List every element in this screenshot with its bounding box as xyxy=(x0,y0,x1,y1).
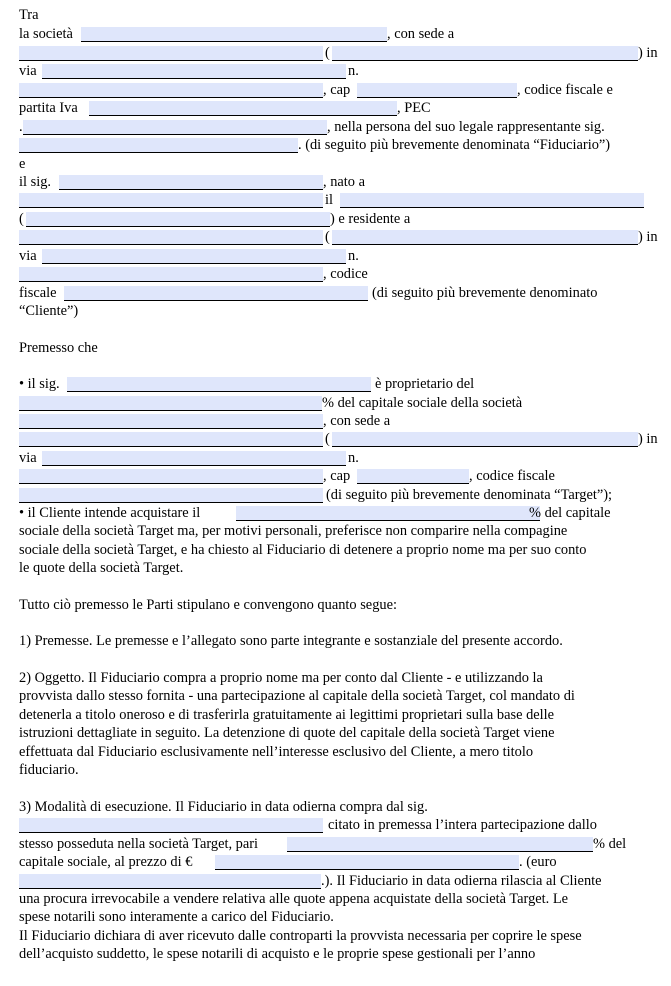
percent-capital-label: % del capitale xyxy=(529,505,611,521)
client-residence-city-field[interactable] xyxy=(19,230,323,245)
cap-label: , cap xyxy=(323,82,351,98)
paren-open: ( xyxy=(325,229,330,245)
article-3-line-9: dell’acquisto suddetto, le spese notarili di acquisto e le proprie spese gestionali per l’anno xyxy=(19,946,536,962)
client-street-field[interactable] xyxy=(42,249,346,264)
article-3-line-7: spese notarili sono interamente a carico del Fiduciario. xyxy=(19,909,334,925)
owner-of-label: è proprietario del xyxy=(375,376,475,392)
recital-text-2: sociale della società Target, e ha chiesto al Fiduciario di detenere a proprio nome ma per suo conto xyxy=(19,542,587,558)
company-cap-field[interactable] xyxy=(357,83,517,98)
tax-code-label: , codice fiscale e xyxy=(517,82,613,98)
legal-rep-label: , nella persona del suo legale rappresentante sig. xyxy=(327,119,605,135)
born-label: , nato a xyxy=(323,174,365,190)
target-number-field[interactable] xyxy=(19,469,323,484)
target-seat-city-field[interactable] xyxy=(19,432,323,447)
owner-percent-field[interactable] xyxy=(19,396,322,411)
client-birth-province-field[interactable] xyxy=(26,212,330,227)
price-words-field[interactable] xyxy=(19,874,321,889)
company-seat-province-field[interactable] xyxy=(332,46,638,61)
article-2-line-2: provvista dallo stesso fornita - una partecipazione al capitale della società Target, col mandato di xyxy=(19,688,575,704)
article-2-line-6: fiduciario. xyxy=(19,762,79,778)
agreement-intro: Tutto ciò premesso le Parti stipulano e convengono quanto segue: xyxy=(19,597,397,613)
client-intent-label: • il Cliente intende acquistare il xyxy=(19,505,201,521)
client-name-field[interactable] xyxy=(59,175,323,190)
code-label: , codice xyxy=(323,266,368,282)
target-definition: (di seguito più brevemente denominata “Target”); xyxy=(326,487,613,503)
article-2-line-4: istruzioni dettagliate in seguito. La detenzione di quote del capitale della società Target viene xyxy=(19,725,555,741)
client-birthdate-field[interactable] xyxy=(340,193,644,208)
seller-name-field[interactable] xyxy=(19,818,323,833)
target-taxcode-field[interactable] xyxy=(19,488,323,503)
date-label: il xyxy=(325,192,333,208)
article-3-line-6: una procura irrevocabile a vendere relativa alle quote appena acquistate della società Target. Le xyxy=(19,891,569,907)
euro-label: . (euro xyxy=(519,854,557,870)
legal-representative-field[interactable] xyxy=(19,138,298,153)
company-seat-city-field[interactable] xyxy=(19,46,323,61)
recital-text-3: le quote della società Target. xyxy=(19,560,184,576)
vat-label: partita Iva xyxy=(19,100,78,116)
client-quote-label: “Cliente”) xyxy=(19,303,79,319)
cited-label: citato in premessa l’intera partecipazione dallo xyxy=(328,817,597,833)
via-label: via xyxy=(19,63,37,79)
sig-label: il sig. xyxy=(19,174,51,190)
article-3-line-1: 3) Modalità di esecuzione. Il Fiduciario in data odierna compra dal sig. xyxy=(19,799,428,815)
share-percent-field[interactable] xyxy=(287,837,593,852)
price-label: capitale sociale, al prezzo di € xyxy=(19,854,193,870)
cap-label: , cap xyxy=(323,468,351,484)
pec-label: , PEC xyxy=(397,100,431,116)
article-2-line-1: 2) Oggetto. Il Fiduciario compra a proprio nome ma per conto dal Cliente - e utilizzando la xyxy=(19,670,543,686)
percent-of-label: % del xyxy=(593,836,627,852)
article-1: 1) Premesse. Le premesse e l’allegato sono parte integrante e sostanziale del presente accordo. xyxy=(19,633,563,649)
via-label: via xyxy=(19,450,37,466)
share-label: stesso posseduta nella società Target, pari xyxy=(19,836,259,852)
target-name-field[interactable] xyxy=(19,414,323,429)
target-street-field[interactable] xyxy=(42,451,346,466)
price-amount-field[interactable] xyxy=(215,855,519,870)
target-cap-field[interactable] xyxy=(357,469,469,484)
client-percent-field[interactable] xyxy=(236,506,540,521)
target-seat-province-field[interactable] xyxy=(332,432,638,447)
paren-close-in: ) in xyxy=(638,45,658,61)
tax-code-label: , codice fiscale xyxy=(469,468,555,484)
dot-label: . xyxy=(19,119,23,135)
article-2-line-3: detenerla a titolo oneroso e di trasferirla gratuitamente ai legittimi proprietari sulla base delle xyxy=(19,707,555,723)
company-pec-field[interactable] xyxy=(23,120,327,135)
paren-close-in: ) in xyxy=(638,431,658,447)
company-label: la società xyxy=(19,26,73,42)
fiduciary-definition: . (di seguito più brevemente denominata “Fiduciario”) xyxy=(298,137,611,153)
proxy-label: .). Il Fiduciario in data odierna rilascia al Cliente xyxy=(321,873,602,889)
article-2-line-5: effettuata dal Fiduciario esclusivamente nell’interesse esclusivo del Cliente, a mero titolo xyxy=(19,744,534,760)
client-definition: (di seguito più brevemente denominato xyxy=(372,285,598,301)
seat-label: , con sede a xyxy=(323,413,391,429)
paren-open: ( xyxy=(325,45,330,61)
client-residence-province-field[interactable] xyxy=(332,230,638,245)
company-vat-field[interactable] xyxy=(89,101,397,116)
via-label: via xyxy=(19,248,37,264)
owner-label: • il sig. xyxy=(19,376,60,392)
seat-label: , con sede a xyxy=(387,26,455,42)
client-taxcode-field[interactable] xyxy=(64,286,368,301)
company-street-field[interactable] xyxy=(42,64,346,79)
premesso-label: Premesso che xyxy=(19,340,98,356)
resident-label: ) e residente a xyxy=(330,211,411,227)
article-3-line-8: Il Fiduciario dichiara di aver ricevuto dalle controparti la provvista necessaria per coprire le spese xyxy=(19,928,582,944)
fiscale-label: fiscale xyxy=(19,285,57,301)
recital-text-1: sociale della società Target ma, per motivi personali, preferisce non comparire nella compagine xyxy=(19,523,568,539)
owner-name-field[interactable] xyxy=(67,377,371,392)
paren-close-in: ) in xyxy=(638,229,658,245)
paren-open: ( xyxy=(19,211,24,227)
e-label: e xyxy=(19,156,26,172)
number-label: n. xyxy=(348,63,359,79)
client-number-field[interactable] xyxy=(19,267,323,282)
paren-open: ( xyxy=(325,431,330,447)
number-label: n. xyxy=(348,450,359,466)
capital-label: % del capitale sociale della società xyxy=(322,395,523,411)
company-number-field[interactable] xyxy=(19,83,323,98)
tra-label: Tra xyxy=(19,7,39,23)
company-name-field[interactable] xyxy=(81,27,387,42)
number-label: n. xyxy=(348,248,359,264)
client-birthplace-field[interactable] xyxy=(19,193,323,208)
